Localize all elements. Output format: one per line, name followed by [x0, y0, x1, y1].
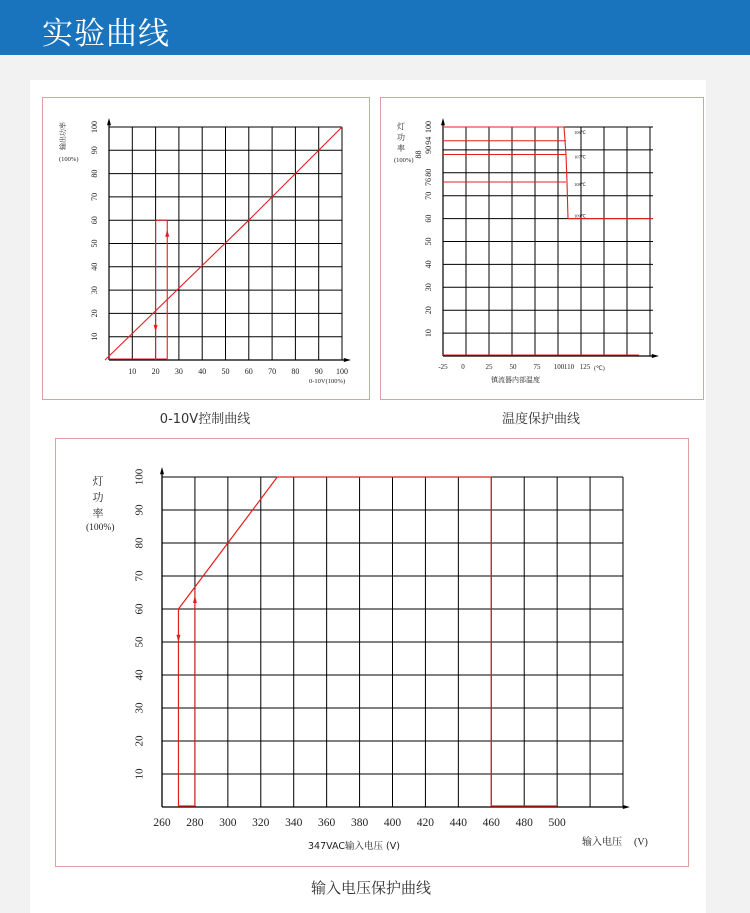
- annotation: 109℃: [574, 213, 586, 219]
- y-axis-label-2: 功: [92, 491, 104, 504]
- x-tick-label: -25: [438, 363, 448, 371]
- page-header: [0, 0, 750, 55]
- annotation: 108℃: [574, 181, 586, 187]
- y-axis-arrow: [107, 118, 111, 125]
- y-tick-label: 70: [133, 570, 146, 582]
- x-tick-label: 300: [219, 817, 237, 829]
- y-axis-unit: (100%): [86, 523, 115, 533]
- x-tick-label: 340: [285, 817, 303, 829]
- chart2-panel: [380, 97, 704, 400]
- hysteresis-down-arrow: [154, 325, 158, 332]
- x-tick-label: 10: [128, 367, 137, 376]
- y-axis-label-2: 功: [397, 133, 405, 142]
- y-tick-label: 40: [133, 669, 146, 681]
- y-tick-label: 100: [133, 468, 146, 486]
- y-tick-label: 88: [413, 150, 423, 159]
- y-tick-label: 70: [423, 191, 433, 200]
- y-axis-unit: (100%): [394, 157, 414, 164]
- y-axis-unit: (100%): [59, 156, 79, 163]
- y-tick-label: 80: [133, 537, 146, 549]
- chart1-panel: [42, 97, 370, 400]
- chart1-caption: 0-10V控制曲线: [159, 412, 251, 427]
- annotation: 106℃: [574, 130, 586, 135]
- x-tick-label: 30: [174, 367, 183, 376]
- x-tick-label: 80: [291, 367, 300, 376]
- annotation: 107℃: [574, 154, 586, 160]
- x-tick-label: 70: [268, 367, 277, 376]
- page-title: 实验曲线: [42, 16, 170, 52]
- y-tick-label: 60: [423, 214, 433, 223]
- x-tick-label: 50: [509, 363, 517, 371]
- x-tick-label: 420: [416, 817, 435, 829]
- x-axis-arrow: [344, 358, 351, 362]
- x-axis-label: 输入电压: [582, 837, 622, 848]
- x-tick-label: 360: [318, 817, 336, 829]
- chart3-caption: 输入电压保护曲线: [310, 879, 431, 897]
- y-tick-label: 20: [133, 735, 146, 747]
- x-tick-label: 20: [151, 367, 160, 376]
- y-tick-label: 50: [133, 636, 146, 648]
- y-axis-label-1: 灯: [397, 122, 405, 131]
- y-tick-label: 10: [89, 332, 99, 341]
- x-tick-label: 90: [314, 367, 323, 376]
- y-tick-label: 40: [89, 262, 99, 271]
- y-axis-arrow: [441, 118, 445, 125]
- y-tick-label: 90: [89, 146, 99, 155]
- y-tick-label: 94: [423, 136, 433, 145]
- x-axis-label: 0-10V(100%): [309, 378, 346, 385]
- y-tick-label: 20: [423, 306, 433, 315]
- y-tick-label: 40: [423, 260, 433, 269]
- x-tick-label: 25: [485, 363, 493, 371]
- y-axis-label-3: 率: [92, 507, 104, 520]
- x-axis-arrow: [652, 354, 659, 358]
- y-tick-label: 10: [423, 329, 433, 338]
- x-axis-arrow: [623, 805, 630, 809]
- y-axis-label-1: 灯: [92, 475, 104, 488]
- x-tick-label: 500: [548, 817, 566, 829]
- x-tick-label: 480: [515, 817, 533, 829]
- x-tick-label: 40: [198, 367, 207, 376]
- x-axis-label: 镇流器内部温度: [491, 376, 540, 384]
- y-tick-label: 50: [423, 237, 433, 246]
- y-tick-label: 30: [423, 283, 433, 292]
- x-axis-unit: (℃): [594, 366, 605, 372]
- y-tick-label: 60: [89, 216, 99, 225]
- y-tick-label: 30: [133, 702, 146, 714]
- y-tick-label: 70: [89, 192, 99, 201]
- y-tick-label: 60: [133, 603, 146, 615]
- x-axis-note: 347VAC输入电压 (V): [308, 841, 400, 852]
- chart3-svg: [56, 439, 688, 866]
- x-axis-unit: (V): [634, 837, 648, 848]
- x-tick-label: 260: [153, 817, 171, 829]
- y-tick-label: 100: [423, 121, 433, 133]
- x-tick-label: 60: [244, 367, 253, 376]
- x-tick-label: 50: [221, 367, 230, 376]
- y-axis-label-3: 率: [397, 144, 405, 153]
- hysteresis-down-arrow: [176, 635, 180, 642]
- y-tick-label: 80: [89, 169, 99, 178]
- hysteresis-up-arrow: [193, 596, 197, 603]
- x-tick-label: 125: [579, 363, 591, 371]
- x-tick-label: 100: [553, 363, 565, 371]
- y-tick-label: 76: [423, 177, 433, 186]
- y-axis-label: 输出功率: [59, 122, 67, 150]
- x-tick-label: 280: [186, 817, 204, 829]
- y-tick-label: 30: [89, 286, 99, 295]
- y-tick-label: 90: [133, 504, 146, 516]
- y-tick-label: 50: [89, 239, 99, 248]
- y-tick-label: 80: [423, 168, 433, 177]
- x-tick-label: 0: [461, 363, 465, 371]
- hysteresis-up-arrow: [165, 230, 169, 237]
- x-tick-label: 460: [482, 817, 500, 829]
- chart2-svg: [381, 98, 703, 399]
- x-tick-label: 400: [383, 817, 402, 829]
- x-tick-label: 320: [252, 817, 270, 829]
- x-tick-label: 100: [336, 367, 348, 376]
- chart1-svg: [43, 98, 369, 399]
- x-tick-label: 440: [449, 817, 467, 829]
- x-tick-label: 380: [350, 817, 369, 829]
- chart3-panel: [55, 438, 689, 867]
- y-tick-label: 10: [133, 768, 146, 780]
- x-tick-label: 75: [533, 363, 541, 371]
- chart2-caption: 温度保护曲线: [501, 412, 580, 427]
- y-axis-arrow: [160, 467, 164, 474]
- y-tick-label: 100: [89, 121, 99, 133]
- y-tick-label: 20: [89, 309, 99, 318]
- y-tick-label: 90: [423, 145, 433, 154]
- x-tick-label: 110: [563, 363, 575, 371]
